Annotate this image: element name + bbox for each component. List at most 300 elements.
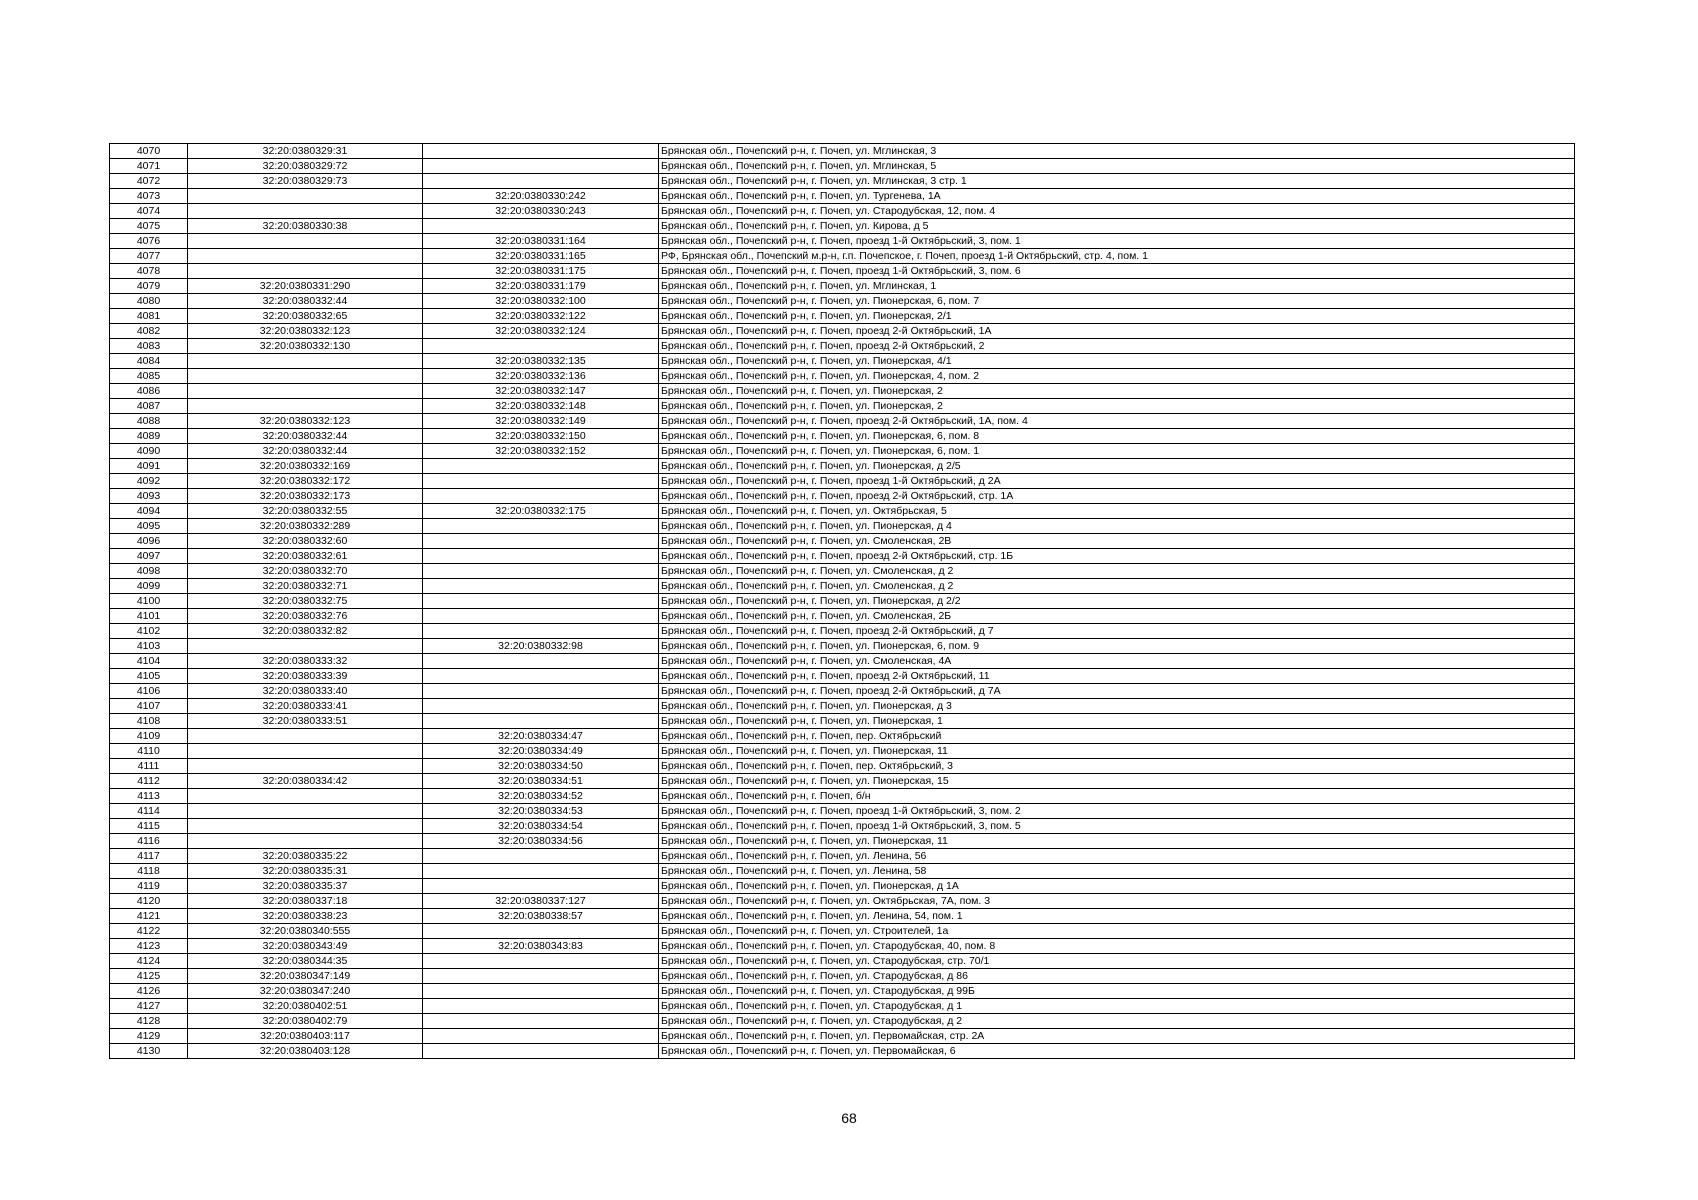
building-cadastral-number-cell xyxy=(423,654,659,669)
land-cadastral-number-cell: 32:20:0380335:31 xyxy=(188,864,423,879)
address-cell: Брянская обл., Почепский р-н, г. Почеп, проезд 1-й Октябрьский, 3, пом. 1 xyxy=(659,234,1575,249)
address-cell: Брянская обл., Почепский р-н, г. Почеп, ул. Пионерская, д 2/5 xyxy=(659,459,1575,474)
row-number-cell: 4122 xyxy=(110,924,188,939)
building-cadastral-number-cell xyxy=(423,219,659,234)
land-cadastral-number-cell: 32:20:0380332:60 xyxy=(188,534,423,549)
table-row xyxy=(110,714,1575,729)
address-cell: Брянская обл., Почепский р-н, г. Почеп, ул. Первомайская, стр. 2А xyxy=(659,1029,1575,1044)
address-cell: Брянская обл., Почепский р-н, г. Почеп, ул. Ленина, 54, пом. 1 xyxy=(659,909,1575,924)
building-cadastral-number-cell: 32:20:0380334:50 xyxy=(423,759,659,774)
land-cadastral-number-cell: 32:20:0380332:65 xyxy=(188,309,423,324)
building-cadastral-number-cell xyxy=(423,609,659,624)
address-cell: Брянская обл., Почепский р-н, г. Почеп, ул. Пионерская, 2 xyxy=(659,399,1575,414)
address-cell: Брянская обл., Почепский р-н, г. Почеп, ул. Ленина, 56 xyxy=(659,849,1575,864)
building-cadastral-number-cell: 32:20:0380331:179 xyxy=(423,279,659,294)
building-cadastral-number-cell xyxy=(423,144,659,159)
land-cadastral-number-cell: 32:20:0380403:128 xyxy=(188,1044,423,1059)
address-cell: Брянская обл., Почепский р-н, г. Почеп, ул. Пионерская, 2/1 xyxy=(659,309,1575,324)
table-row xyxy=(110,264,1575,279)
building-cadastral-number-cell xyxy=(423,159,659,174)
table-row xyxy=(110,474,1575,489)
row-number-cell: 4092 xyxy=(110,474,188,489)
address-cell: Брянская обл., Почепский р-н, г. Почеп, ул. Кирова, д 5 xyxy=(659,219,1575,234)
table-row xyxy=(110,639,1575,654)
table-row xyxy=(110,429,1575,444)
land-cadastral-number-cell: 32:20:0380332:61 xyxy=(188,549,423,564)
address-cell: Брянская обл., Почепский р-н, г. Почеп, ул. Пионерская, 15 xyxy=(659,774,1575,789)
land-cadastral-number-cell: 32:20:0380344:35 xyxy=(188,954,423,969)
address-cell: Брянская обл., Почепский р-н, г. Почеп, проезд 2-й Октябрьский, 11 xyxy=(659,669,1575,684)
row-number-cell: 4113 xyxy=(110,789,188,804)
table-row xyxy=(110,444,1575,459)
row-number-cell: 4100 xyxy=(110,594,188,609)
table-row xyxy=(110,294,1575,309)
row-number-cell: 4082 xyxy=(110,324,188,339)
land-cadastral-number-cell: 32:20:0380402:51 xyxy=(188,999,423,1014)
row-number-cell: 4084 xyxy=(110,354,188,369)
table-row xyxy=(110,999,1575,1014)
building-cadastral-number-cell xyxy=(423,969,659,984)
building-cadastral-number-cell: 32:20:0380332:148 xyxy=(423,399,659,414)
address-cell: Брянская обл., Почепский р-н, г. Почеп, ул. Стародубская, стр. 70/1 xyxy=(659,954,1575,969)
land-cadastral-number-cell xyxy=(188,384,423,399)
building-cadastral-number-cell xyxy=(423,699,659,714)
land-cadastral-number-cell xyxy=(188,189,423,204)
table-row xyxy=(110,609,1575,624)
building-cadastral-number-cell: 32:20:0380331:165 xyxy=(423,249,659,264)
table-row xyxy=(110,654,1575,669)
building-cadastral-number-cell: 32:20:0380332:147 xyxy=(423,384,659,399)
land-cadastral-number-cell: 32:20:0380335:37 xyxy=(188,879,423,894)
land-cadastral-number-cell: 32:20:0380403:117 xyxy=(188,1029,423,1044)
row-number-cell: 4089 xyxy=(110,429,188,444)
address-cell: Брянская обл., Почепский р-н, г. Почеп, ул. Пионерская, 6, пом. 8 xyxy=(659,429,1575,444)
address-cell: Брянская обл., Почепский р-н, г. Почеп, пер. Октябрьский xyxy=(659,729,1575,744)
land-cadastral-number-cell xyxy=(188,369,423,384)
address-cell: Брянская обл., Почепский р-н, г. Почеп, ул. Стародубская, д 1 xyxy=(659,999,1575,1014)
address-cell: Брянская обл., Почепский р-н, г. Почеп, проезд 1-й Октябрьский, 3, пом. 5 xyxy=(659,819,1575,834)
address-cell: Брянская обл., Почепский р-н, г. Почеп, ул. Пионерская, д 1А xyxy=(659,879,1575,894)
row-number-cell: 4115 xyxy=(110,819,188,834)
building-cadastral-number-cell: 32:20:0380332:150 xyxy=(423,429,659,444)
address-cell: Брянская обл., Почепский р-н, г. Почеп, ул. Октябрьская, 7А, пом. 3 xyxy=(659,894,1575,909)
building-cadastral-number-cell xyxy=(423,1044,659,1059)
table-row xyxy=(110,864,1575,879)
land-cadastral-number-cell: 32:20:0380332:172 xyxy=(188,474,423,489)
address-cell: Брянская обл., Почепский р-н, г. Почеп, ул. Мглинская, 3 xyxy=(659,144,1575,159)
row-number-cell: 4128 xyxy=(110,1014,188,1029)
building-cadastral-number-cell xyxy=(423,339,659,354)
address-cell: Брянская обл., Почепский р-н, г. Почеп, проезд 2-й Октябрьский, д 7 xyxy=(659,624,1575,639)
land-cadastral-number-cell xyxy=(188,759,423,774)
land-cadastral-number-cell: 32:20:0380329:73 xyxy=(188,174,423,189)
land-cadastral-number-cell: 32:20:0380332:75 xyxy=(188,594,423,609)
address-cell: Брянская обл., Почепский р-н, г. Почеп, ул. Пионерская, д 2/2 xyxy=(659,594,1575,609)
building-cadastral-number-cell: 32:20:0380330:243 xyxy=(423,204,659,219)
land-cadastral-number-cell: 32:20:0380402:79 xyxy=(188,1014,423,1029)
table-row xyxy=(110,354,1575,369)
row-number-cell: 4074 xyxy=(110,204,188,219)
land-cadastral-number-cell xyxy=(188,804,423,819)
address-cell: Брянская обл., Почепский р-н, г. Почеп, проезд 1-й Октябрьский, д 2А xyxy=(659,474,1575,489)
land-cadastral-number-cell: 32:20:0380332:71 xyxy=(188,579,423,594)
table-row xyxy=(110,414,1575,429)
table-row xyxy=(110,699,1575,714)
row-number-cell: 4097 xyxy=(110,549,188,564)
land-cadastral-number-cell: 32:20:0380333:39 xyxy=(188,669,423,684)
table-row xyxy=(110,834,1575,849)
land-cadastral-number-cell: 32:20:0380332:44 xyxy=(188,429,423,444)
land-cadastral-number-cell: 32:20:0380329:31 xyxy=(188,144,423,159)
table-row xyxy=(110,189,1575,204)
address-cell: Брянская обл., Почепский р-н, г. Почеп, ул. Смоленская, 2Б xyxy=(659,609,1575,624)
building-cadastral-number-cell: 32:20:0380332:136 xyxy=(423,369,659,384)
address-cell: Брянская обл., Почепский р-н, г. Почеп, ул. Стародубская, 40, пом. 8 xyxy=(659,939,1575,954)
row-number-cell: 4114 xyxy=(110,804,188,819)
building-cadastral-number-cell: 32:20:0380334:54 xyxy=(423,819,659,834)
building-cadastral-number-cell xyxy=(423,519,659,534)
row-number-cell: 4072 xyxy=(110,174,188,189)
table-row xyxy=(110,579,1575,594)
land-cadastral-number-cell: 32:20:0380330:38 xyxy=(188,219,423,234)
row-number-cell: 4093 xyxy=(110,489,188,504)
row-number-cell: 4088 xyxy=(110,414,188,429)
address-cell: Брянская обл., Почепский р-н, г. Почеп, ул. Пионерская, д 3 xyxy=(659,699,1575,714)
building-cadastral-number-cell: 32:20:0380332:149 xyxy=(423,414,659,429)
table-row xyxy=(110,684,1575,699)
address-cell: Брянская обл., Почепский р-н, г. Почеп, ул. Октябрьская, 5 xyxy=(659,504,1575,519)
address-cell: Брянская обл., Почепский р-н, г. Почеп, ул. Пионерская, 6, пом. 9 xyxy=(659,639,1575,654)
address-cell: Брянская обл., Почепский р-н, г. Почеп, ул. Пионерская, 4, пом. 2 xyxy=(659,369,1575,384)
building-cadastral-number-cell xyxy=(423,924,659,939)
address-cell: Брянская обл., Почепский р-н, г. Почеп, ул. Смоленская, д 2 xyxy=(659,564,1575,579)
address-cell: Брянская обл., Почепский р-н, г. Почеп, ул. Пионерская, 4/1 xyxy=(659,354,1575,369)
table-row xyxy=(110,774,1575,789)
row-number-cell: 4107 xyxy=(110,699,188,714)
building-cadastral-number-cell xyxy=(423,714,659,729)
land-cadastral-number-cell xyxy=(188,264,423,279)
table-row xyxy=(110,504,1575,519)
land-cadastral-number-cell: 32:20:0380332:169 xyxy=(188,459,423,474)
address-cell: Брянская обл., Почепский р-н, г. Почеп, ул. Смоленская, 4А xyxy=(659,654,1575,669)
row-number-cell: 4083 xyxy=(110,339,188,354)
row-number-cell: 4078 xyxy=(110,264,188,279)
table-row xyxy=(110,954,1575,969)
land-cadastral-number-cell xyxy=(188,744,423,759)
address-cell: Брянская обл., Почепский р-н, г. Почеп, ул. Пионерская, 2 xyxy=(659,384,1575,399)
land-cadastral-number-cell: 32:20:0380333:40 xyxy=(188,684,423,699)
building-cadastral-number-cell: 32:20:0380334:56 xyxy=(423,834,659,849)
row-number-cell: 4118 xyxy=(110,864,188,879)
building-cadastral-number-cell: 32:20:0380332:124 xyxy=(423,324,659,339)
building-cadastral-number-cell: 32:20:0380332:98 xyxy=(423,639,659,654)
building-cadastral-number-cell: 32:20:0380343:83 xyxy=(423,939,659,954)
address-cell: Брянская обл., Почепский р-н, г. Почеп, проезд 1-й Октябрьский, 3, пом. 2 xyxy=(659,804,1575,819)
building-cadastral-number-cell xyxy=(423,474,659,489)
row-number-cell: 4091 xyxy=(110,459,188,474)
row-number-cell: 4129 xyxy=(110,1029,188,1044)
land-cadastral-number-cell: 32:20:0380332:70 xyxy=(188,564,423,579)
table-row xyxy=(110,969,1575,984)
row-number-cell: 4070 xyxy=(110,144,188,159)
table-row xyxy=(110,669,1575,684)
address-cell: Брянская обл., Почепский р-н, г. Почеп, проезд 2-й Октябрьский, д 7А xyxy=(659,684,1575,699)
row-number-cell: 4098 xyxy=(110,564,188,579)
table-row xyxy=(110,819,1575,834)
land-cadastral-number-cell: 32:20:0380333:32 xyxy=(188,654,423,669)
building-cadastral-number-cell: 32:20:0380334:51 xyxy=(423,774,659,789)
building-cadastral-number-cell: 32:20:0380334:47 xyxy=(423,729,659,744)
building-cadastral-number-cell xyxy=(423,174,659,189)
table-row xyxy=(110,324,1575,339)
building-cadastral-number-cell: 32:20:0380332:135 xyxy=(423,354,659,369)
row-number-cell: 4123 xyxy=(110,939,188,954)
land-cadastral-number-cell: 32:20:0380334:42 xyxy=(188,774,423,789)
table-row xyxy=(110,939,1575,954)
building-cadastral-number-cell: 32:20:0380332:122 xyxy=(423,309,659,324)
row-number-cell: 4076 xyxy=(110,234,188,249)
table-row xyxy=(110,549,1575,564)
table-row xyxy=(110,624,1575,639)
building-cadastral-number-cell xyxy=(423,564,659,579)
row-number-cell: 4119 xyxy=(110,879,188,894)
land-cadastral-number-cell: 32:20:0380332:82 xyxy=(188,624,423,639)
table-row xyxy=(110,744,1575,759)
address-cell: Брянская обл., Почепский р-н, г. Почеп, ул. Пионерская, 11 xyxy=(659,834,1575,849)
building-cadastral-number-cell xyxy=(423,669,659,684)
address-cell: Брянская обл., Почепский р-н, г. Почеп, проезд 2-й Октябрьский, стр. 1Б xyxy=(659,549,1575,564)
address-cell: Брянская обл., Почепский р-н, г. Почеп, ул. Пионерская, 6, пом. 1 xyxy=(659,444,1575,459)
table-row xyxy=(110,894,1575,909)
row-number-cell: 4111 xyxy=(110,759,188,774)
address-cell: Брянская обл., Почепский р-н, г. Почеп, проезд 2-й Октябрьский, стр. 1А xyxy=(659,489,1575,504)
address-cell: Брянская обл., Почепский р-н, г. Почеп, проезд 2-й Октябрьский, 1А, пом. 4 xyxy=(659,414,1575,429)
building-cadastral-number-cell xyxy=(423,459,659,474)
table-row xyxy=(110,1029,1575,1044)
row-number-cell: 4112 xyxy=(110,774,188,789)
land-cadastral-number-cell xyxy=(188,249,423,264)
table-row xyxy=(110,519,1575,534)
land-cadastral-number-cell: 32:20:0380332:123 xyxy=(188,414,423,429)
building-cadastral-number-cell: 32:20:0380330:242 xyxy=(423,189,659,204)
table-row xyxy=(110,219,1575,234)
row-number-cell: 4110 xyxy=(110,744,188,759)
address-cell: Брянская обл., Почепский р-н, г. Почеп, ул. Строителей, 1а xyxy=(659,924,1575,939)
row-number-cell: 4086 xyxy=(110,384,188,399)
land-cadastral-number-cell xyxy=(188,204,423,219)
land-cadastral-number-cell: 32:20:0380332:55 xyxy=(188,504,423,519)
row-number-cell: 4104 xyxy=(110,654,188,669)
row-number-cell: 4087 xyxy=(110,399,188,414)
row-number-cell: 4095 xyxy=(110,519,188,534)
land-cadastral-number-cell: 32:20:0380333:41 xyxy=(188,699,423,714)
row-number-cell: 4125 xyxy=(110,969,188,984)
table-row xyxy=(110,564,1575,579)
table-row xyxy=(110,1044,1575,1059)
address-cell: Брянская обл., Почепский р-н, г. Почеп, ул. Стародубская, д 86 xyxy=(659,969,1575,984)
land-cadastral-number-cell: 32:20:0380347:240 xyxy=(188,984,423,999)
table-row xyxy=(110,369,1575,384)
table-row xyxy=(110,144,1575,159)
address-cell: Брянская обл., Почепский р-н, г. Почеп, проезд 2-й Октябрьский, 1А xyxy=(659,324,1575,339)
address-cell: Брянская обл., Почепский р-н, г. Почеп, ул. Мглинская, 1 xyxy=(659,279,1575,294)
row-number-cell: 4101 xyxy=(110,609,188,624)
row-number-cell: 4105 xyxy=(110,669,188,684)
table-row xyxy=(110,174,1575,189)
land-cadastral-number-cell xyxy=(188,234,423,249)
building-cadastral-number-cell xyxy=(423,684,659,699)
address-cell: Брянская обл., Почепский р-н, г. Почеп, проезд 1-й Октябрьский, 3, пом. 6 xyxy=(659,264,1575,279)
building-cadastral-number-cell xyxy=(423,1014,659,1029)
land-cadastral-number-cell: 32:20:0380333:51 xyxy=(188,714,423,729)
table-row xyxy=(110,159,1575,174)
building-cadastral-number-cell xyxy=(423,594,659,609)
land-cadastral-number-cell: 32:20:0380332:173 xyxy=(188,489,423,504)
table-row xyxy=(110,909,1575,924)
table-row xyxy=(110,849,1575,864)
building-cadastral-number-cell: 32:20:0380331:164 xyxy=(423,234,659,249)
building-cadastral-number-cell: 32:20:0380334:52 xyxy=(423,789,659,804)
table-row xyxy=(110,399,1575,414)
row-number-cell: 4126 xyxy=(110,984,188,999)
table-row xyxy=(110,384,1575,399)
land-cadastral-number-cell: 32:20:0380332:44 xyxy=(188,294,423,309)
row-number-cell: 4109 xyxy=(110,729,188,744)
table-row xyxy=(110,879,1575,894)
land-cadastral-number-cell: 32:20:0380329:72 xyxy=(188,159,423,174)
land-cadastral-number-cell: 32:20:0380347:149 xyxy=(188,969,423,984)
address-cell: Брянская обл., Почепский р-н, г. Почеп, проезд 2-й Октябрьский, 2 xyxy=(659,339,1575,354)
land-cadastral-number-cell: 32:20:0380338:23 xyxy=(188,909,423,924)
building-cadastral-number-cell: 32:20:0380334:53 xyxy=(423,804,659,819)
table-row xyxy=(110,249,1575,264)
table-row xyxy=(110,984,1575,999)
address-cell: Брянская обл., Почепский р-н, г. Почеп, ул. Смоленская, д 2 xyxy=(659,579,1575,594)
table-row xyxy=(110,339,1575,354)
table-row xyxy=(110,789,1575,804)
address-cell: Брянская обл., Почепский р-н, г. Почеп, ул. Тургенева, 1А xyxy=(659,189,1575,204)
row-number-cell: 4081 xyxy=(110,309,188,324)
land-cadastral-number-cell: 32:20:0380332:44 xyxy=(188,444,423,459)
land-cadastral-number-cell xyxy=(188,789,423,804)
address-cell: Брянская обл., Почепский р-н, г. Почеп, ул. Мглинская, 5 xyxy=(659,159,1575,174)
land-cadastral-number-cell xyxy=(188,399,423,414)
building-cadastral-number-cell: 32:20:0380332:152 xyxy=(423,444,659,459)
row-number-cell: 4073 xyxy=(110,189,188,204)
row-number-cell: 4079 xyxy=(110,279,188,294)
address-cell: Брянская обл., Почепский р-н, г. Почеп, пер. Октябрьский, 3 xyxy=(659,759,1575,774)
building-cadastral-number-cell xyxy=(423,849,659,864)
land-cadastral-number-cell xyxy=(188,834,423,849)
land-cadastral-number-cell: 32:20:0380340:555 xyxy=(188,924,423,939)
building-cadastral-number-cell xyxy=(423,864,659,879)
row-number-cell: 4080 xyxy=(110,294,188,309)
building-cadastral-number-cell: 32:20:0380334:49 xyxy=(423,744,659,759)
row-number-cell: 4106 xyxy=(110,684,188,699)
table-row xyxy=(110,489,1575,504)
building-cadastral-number-cell xyxy=(423,534,659,549)
row-number-cell: 4090 xyxy=(110,444,188,459)
address-cell: Брянская обл., Почепский р-н, г. Почеп, ул. Смоленская, 2В xyxy=(659,534,1575,549)
address-cell: Брянская обл., Почепский р-н, г. Почеп, ул. Стародубская, 12, пом. 4 xyxy=(659,204,1575,219)
row-number-cell: 4071 xyxy=(110,159,188,174)
address-cell: РФ, Брянская обл., Почепский м.р-н, г.п. Почепское, г. Почеп, проезд 1-й Октябрьский, стр. 4, пом. 1 xyxy=(659,249,1575,264)
address-cell: Брянская обл., Почепский р-н, г. Почеп, ул. Ленина, 58 xyxy=(659,864,1575,879)
table-row xyxy=(110,804,1575,819)
land-cadastral-number-cell: 32:20:0380332:130 xyxy=(188,339,423,354)
address-cell: Брянская обл., Почепский р-н, г. Почеп, ул. Пионерская, 11 xyxy=(659,744,1575,759)
row-number-cell: 4094 xyxy=(110,504,188,519)
land-cadastral-number-cell: 32:20:0380332:76 xyxy=(188,609,423,624)
address-cell: Брянская обл., Почепский р-н, г. Почеп, б/н xyxy=(659,789,1575,804)
building-cadastral-number-cell xyxy=(423,984,659,999)
building-cadastral-number-cell xyxy=(423,624,659,639)
land-cadastral-number-cell: 32:20:0380337:18 xyxy=(188,894,423,909)
building-cadastral-number-cell: 32:20:0380332:175 xyxy=(423,504,659,519)
building-cadastral-number-cell xyxy=(423,879,659,894)
row-number-cell: 4130 xyxy=(110,1044,188,1059)
land-cadastral-number-cell: 32:20:0380332:289 xyxy=(188,519,423,534)
row-number-cell: 4075 xyxy=(110,219,188,234)
land-cadastral-number-cell xyxy=(188,354,423,369)
row-number-cell: 4127 xyxy=(110,999,188,1014)
address-cell: Брянская обл., Почепский р-н, г. Почеп, ул. Пионерская, 6, пом. 7 xyxy=(659,294,1575,309)
row-number-cell: 4124 xyxy=(110,954,188,969)
address-cell: Брянская обл., Почепский р-н, г. Почеп, ул. Стародубская, д 99Б xyxy=(659,984,1575,999)
land-cadastral-number-cell: 32:20:0380335:22 xyxy=(188,849,423,864)
address-cell: Брянская обл., Почепский р-н, г. Почеп, ул. Пионерская, 1 xyxy=(659,714,1575,729)
address-cell: Брянская обл., Почепский р-н, г. Почеп, ул. Стародубская, д 2 xyxy=(659,1014,1575,1029)
table-row xyxy=(110,204,1575,219)
land-cadastral-number-cell: 32:20:0380343:49 xyxy=(188,939,423,954)
table-row xyxy=(110,729,1575,744)
row-number-cell: 4085 xyxy=(110,369,188,384)
address-cell: Брянская обл., Почепский р-н, г. Почеп, ул. Первомайская, 6 xyxy=(659,1044,1575,1059)
row-number-cell: 4102 xyxy=(110,624,188,639)
row-number-cell: 4117 xyxy=(110,849,188,864)
row-number-cell: 4096 xyxy=(110,534,188,549)
table-row xyxy=(110,459,1575,474)
row-number-cell: 4116 xyxy=(110,834,188,849)
address-cell: Брянская обл., Почепский р-н, г. Почеп, ул. Пионерская, д 4 xyxy=(659,519,1575,534)
land-cadastral-number-cell xyxy=(188,819,423,834)
building-cadastral-number-cell xyxy=(423,579,659,594)
row-number-cell: 4077 xyxy=(110,249,188,264)
row-number-cell: 4121 xyxy=(110,909,188,924)
land-cadastral-number-cell xyxy=(188,729,423,744)
row-number-cell: 4099 xyxy=(110,579,188,594)
land-cadastral-number-cell: 32:20:0380331:290 xyxy=(188,279,423,294)
table-row xyxy=(110,234,1575,249)
land-cadastral-number-cell xyxy=(188,639,423,654)
building-cadastral-number-cell: 32:20:0380338:57 xyxy=(423,909,659,924)
table-row xyxy=(110,279,1575,294)
building-cadastral-number-cell xyxy=(423,954,659,969)
land-cadastral-number-cell: 32:20:0380332:123 xyxy=(188,324,423,339)
address-cell: Брянская обл., Почепский р-н, г. Почеп, ул. Мглинская, 3 стр. 1 xyxy=(659,174,1575,189)
building-cadastral-number-cell xyxy=(423,489,659,504)
building-cadastral-number-cell: 32:20:0380337:127 xyxy=(423,894,659,909)
building-cadastral-number-cell: 32:20:0380331:175 xyxy=(423,264,659,279)
row-number-cell: 4103 xyxy=(110,639,188,654)
table-row xyxy=(110,594,1575,609)
table-row xyxy=(110,1014,1575,1029)
register-table xyxy=(109,143,1575,1059)
row-number-cell: 4108 xyxy=(110,714,188,729)
row-number-cell: 4120 xyxy=(110,894,188,909)
building-cadastral-number-cell xyxy=(423,999,659,1014)
building-cadastral-number-cell xyxy=(423,1029,659,1044)
